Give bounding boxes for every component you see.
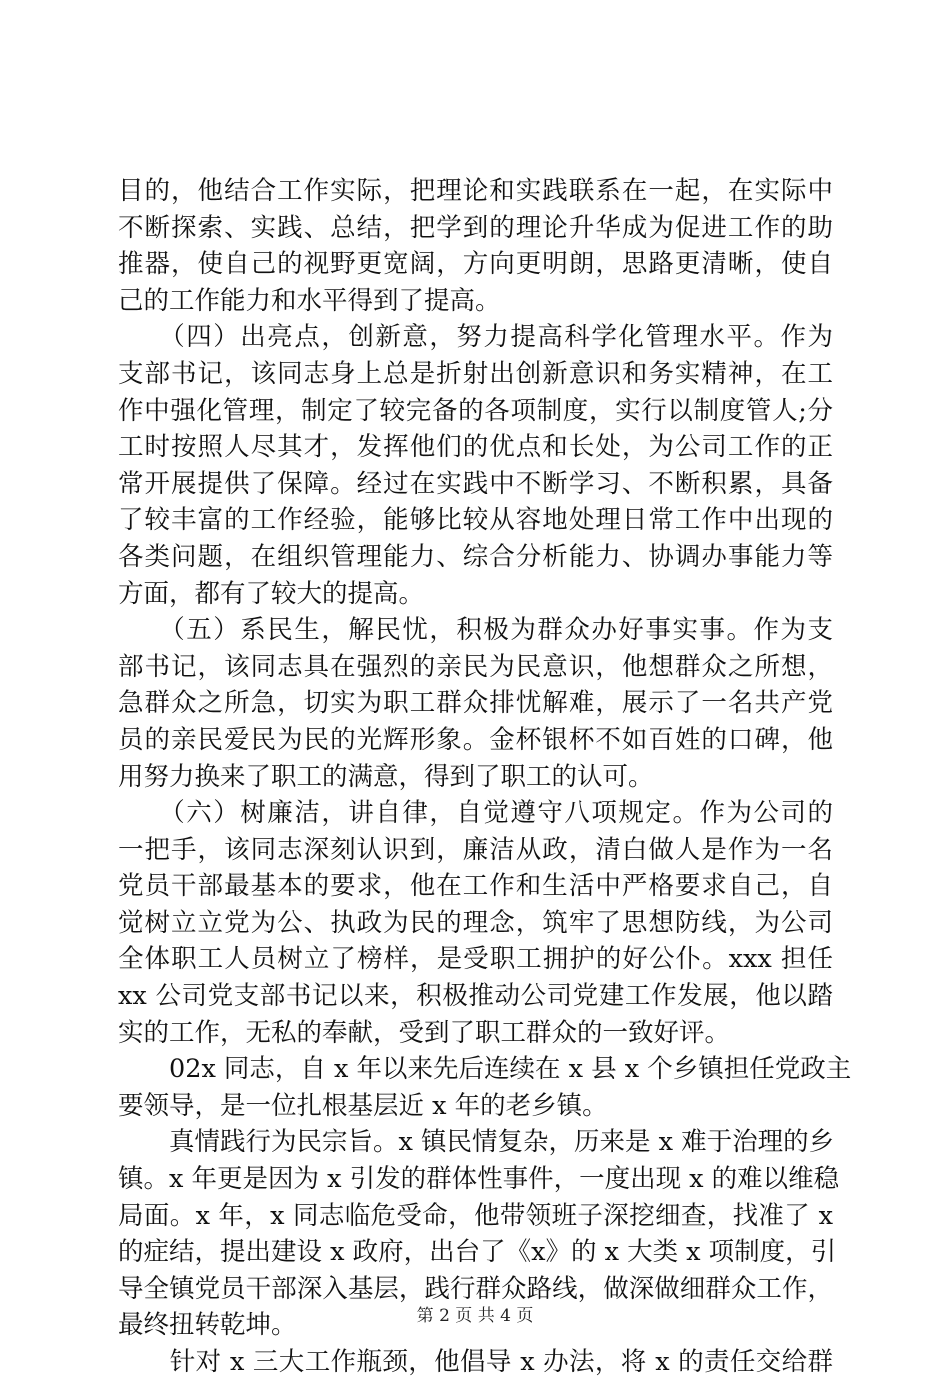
text-line: 急群众之所急，切实为职工群众排忧解难，展示了一名共产党 bbox=[118, 688, 833, 719]
text-line: 推器，使自己的视野更宽阔，方向更明朗，思路更清晰，使自 bbox=[118, 249, 833, 280]
text-line: 实的工作，无私的奉献，受到了职工群众的一致好评。 bbox=[118, 1017, 731, 1048]
text-line: 用努力换来了职工的满意，得到了职工的认可。 bbox=[118, 761, 654, 792]
text-line: 常开展提供了保障。经过在实践中不断学习、不断积累，具备 bbox=[118, 468, 833, 499]
text-line: 要领导，是一位扎根基层近 x 年的老乡镇。 bbox=[118, 1090, 608, 1121]
text-line: （四）出亮点，创新意，努力提高科学化管理水平。作为 bbox=[118, 322, 833, 353]
document-body bbox=[118, 173, 852, 1381]
text-line: 镇。x 年更是因为 x 引发的群体性事件，一度出现 x 的难以维稳 bbox=[118, 1164, 840, 1195]
text-line: 局面。x 年，x 同志临危受命，他带领班子深挖细查，找准了 x bbox=[118, 1200, 833, 1231]
text-line: （五）系民生，解民忧，积极为群众办好事实事。作为支 bbox=[118, 615, 833, 646]
text-line: 02x 同志，自 x 年以来先后连续在 x 县 x 个乡镇担任党政主 bbox=[118, 1054, 852, 1085]
text-line: 支部书记，该同志身上总是折射出创新意识和务实精神，在工 bbox=[118, 358, 833, 389]
text-line: （六）树廉洁，讲自律，自觉遵守八项规定。作为公司的 bbox=[118, 798, 833, 829]
text-line: xx 公司党支部书记以来，积极推动公司党建工作发展，他以踏 bbox=[118, 981, 833, 1012]
text-line: 各类问题，在组织管理能力、综合分析能力、协调办事能力等 bbox=[118, 541, 833, 572]
text-line: 方面，都有了较大的提高。 bbox=[118, 578, 425, 609]
text-line: 的症结，提出建设 x 政府，出台了《x》的 x 大类 x 项制度，引 bbox=[118, 1237, 837, 1268]
text-line: 工时按照人尽其才，发挥他们的优点和长处，为公司工作的正 bbox=[118, 432, 833, 463]
text-line: 部书记，该同志具在强烈的亲民为民意识，他想群众之所想， bbox=[118, 651, 833, 682]
text-line: 导全镇党员干部深入基层，践行群众路线，做深做细群众工作， bbox=[118, 1273, 833, 1304]
text-line: 己的工作能力和水平得到了提高。 bbox=[118, 285, 501, 316]
text-line: 了较丰富的工作经验，能够比较从容地处理日常工作中出现的 bbox=[118, 505, 833, 536]
text-line: 目的，他结合工作实际，把理论和实践联系在一起，在实际中 bbox=[118, 176, 833, 206]
text-line: 员的亲民爱民为民的光辉形象。金杯银杯不如百姓的口碑，他 bbox=[118, 724, 833, 755]
text-line: 党员干部最基本的要求，他在工作和生活中严格要求自己，自 bbox=[118, 871, 833, 902]
text-line: 一把手，该同志深刻认识到，廉洁从政，清白做人是作为一名 bbox=[118, 834, 833, 865]
text-line: 真情践行为民宗旨。x 镇民情复杂，历来是 x 难于治理的乡 bbox=[118, 1127, 835, 1158]
text-line: 针对 x 三大工作瓶颈，他倡导 x 办法，将 x 的责任交给群 bbox=[118, 1347, 833, 1377]
text-line: 觉树立立党为公、执政为民的理念，筑牢了思想防线，为公司 bbox=[118, 907, 833, 938]
text-line: 不断探索、实践、总结，把学到的理论升华成为促进工作的助 bbox=[118, 212, 833, 243]
text-line: 全体职工人员树立了榜样，是受职工拥护的好公仆。xxx 担任 bbox=[118, 944, 833, 975]
text-line: 作中强化管理，制定了较完备的各项制度，实行以制度管人;分 bbox=[118, 395, 833, 426]
page-number-footer: 第 2 页 共 4 页 bbox=[416, 1306, 534, 1326]
text-line: 最终扭转乾坤。 bbox=[118, 1310, 297, 1341]
